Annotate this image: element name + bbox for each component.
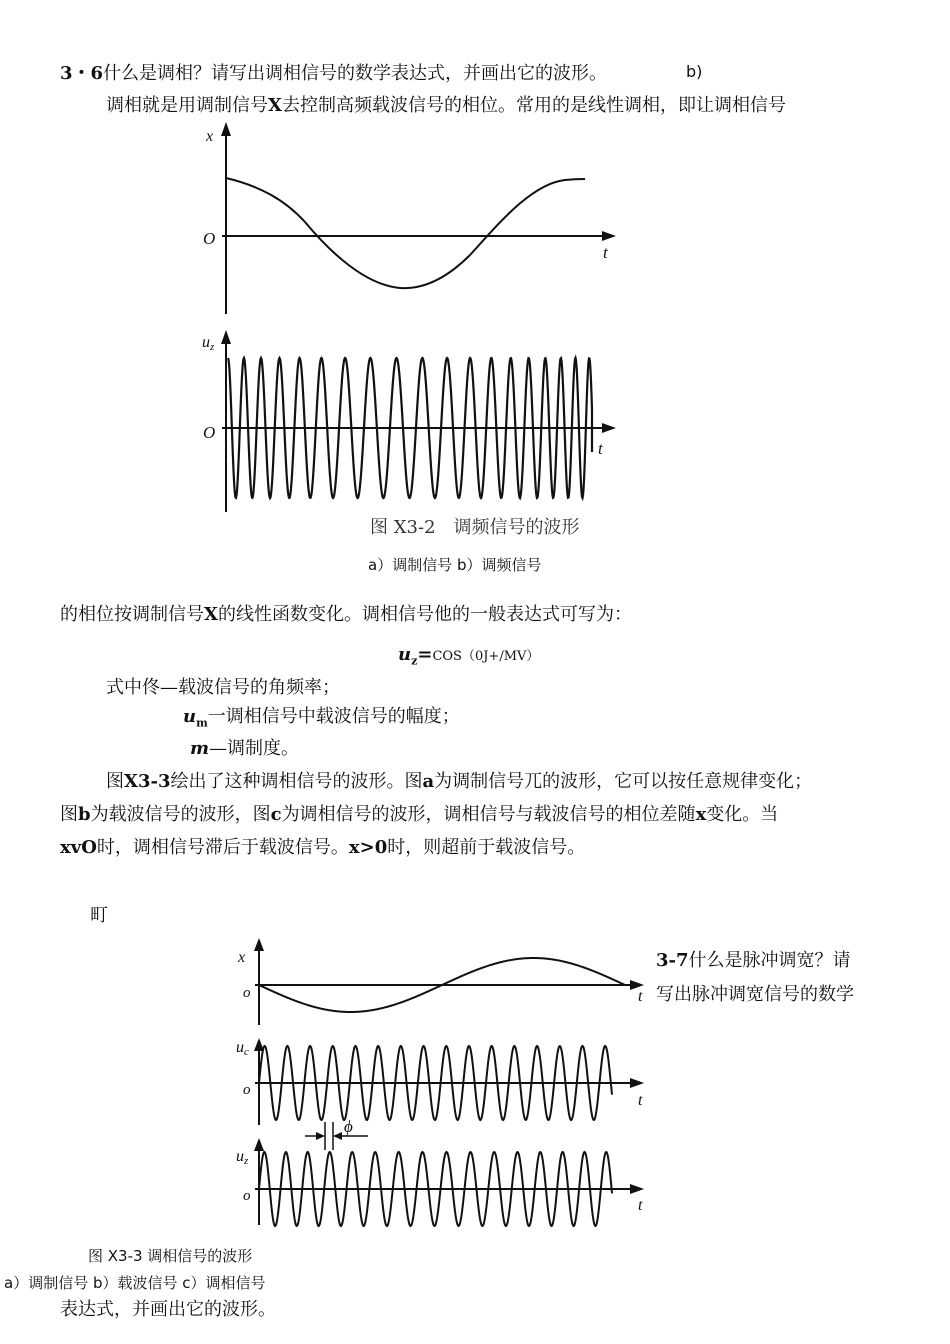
phase-label: ϕ — [344, 1117, 353, 1136]
paragraph-3-line-2: 图b为载波信号的波形，图c为调相信号的波形，调相信号与载波信号的相位差随x变化。当 — [60, 804, 779, 825]
stray-character: 町 — [90, 905, 108, 926]
paragraph-3-line-3: xvO时，调相信号滞后于载波信号。x>0时，则超前于载波信号。 — [60, 837, 586, 858]
question-3-7-line-1: 3-7什么是脉冲调宽？请 — [656, 950, 851, 971]
formula: $u_z=COS(0J+/MV)$ — [398, 644, 540, 668]
definition-amplitude: $u_m$一调相信号中载波信号的幅度； — [183, 706, 460, 730]
axis-label-t-a: t — [638, 988, 643, 1005]
definition-modulation-index: m—调制度。 — [190, 738, 300, 759]
figure-x3-2-caption: 图 X3-2 调频信号的波形 — [370, 517, 580, 538]
axis-label-o-a: o — [243, 985, 251, 1001]
figure-x3-3-subcaption: a）调制信号 b）载波信号 c）调相信号 — [4, 1274, 266, 1292]
axis-label-o-c: o — [243, 1188, 251, 1204]
axis-label-uc: uc — [236, 1039, 249, 1058]
axis-label-o-2: O — [203, 423, 216, 442]
question-3-7-line-2: 写出脉冲调宽信号的数学 — [656, 984, 854, 1005]
question-text: 什么是调相？请写出调相信号的数学表达式，并画出它的波形。 — [103, 63, 608, 84]
axis-label-t-c: t — [638, 1197, 643, 1214]
axis-label-uz: uz — [236, 1148, 249, 1167]
axis-label-t: t — [603, 243, 608, 262]
axis-label-x-a: x — [238, 949, 246, 966]
definition-carrier-frequency: 式中佟—载波信号的角频率； — [106, 677, 340, 698]
figure-x3-3-caption: 图 X3-3 调相信号的波形 — [88, 1247, 253, 1265]
question-3-7-line-3: 表达式，并画出它的波形。 — [60, 1299, 276, 1320]
question-tag: b) — [686, 62, 703, 81]
axis-label-t-2: t — [598, 439, 603, 458]
paragraph-3-line-1: 图X3-3绘出了这种调相信号的波形。图a为调制信号兀的波形，它可以按任意规律变化； — [106, 771, 813, 792]
paragraph-2: 的相位按调制信号X的线性函数变化。调相信号他的一般表达式可写为： — [60, 604, 632, 625]
axis-label-t-b: t — [638, 1092, 643, 1109]
axis-label-x: x — [206, 128, 214, 145]
question-number: 3・6 — [60, 63, 104, 84]
axis-label-u: uz — [202, 334, 215, 353]
axis-label-o: O — [203, 229, 216, 248]
figure-x3-2-subcaption: a）调制信号 b）调频信号 — [368, 556, 542, 574]
axis-label-o-b: o — [243, 1082, 251, 1098]
paragraph-1: 调相就是用调制信号X去控制高频载波信号的相位。常用的是线性调相，即让调相信号 — [106, 95, 786, 116]
